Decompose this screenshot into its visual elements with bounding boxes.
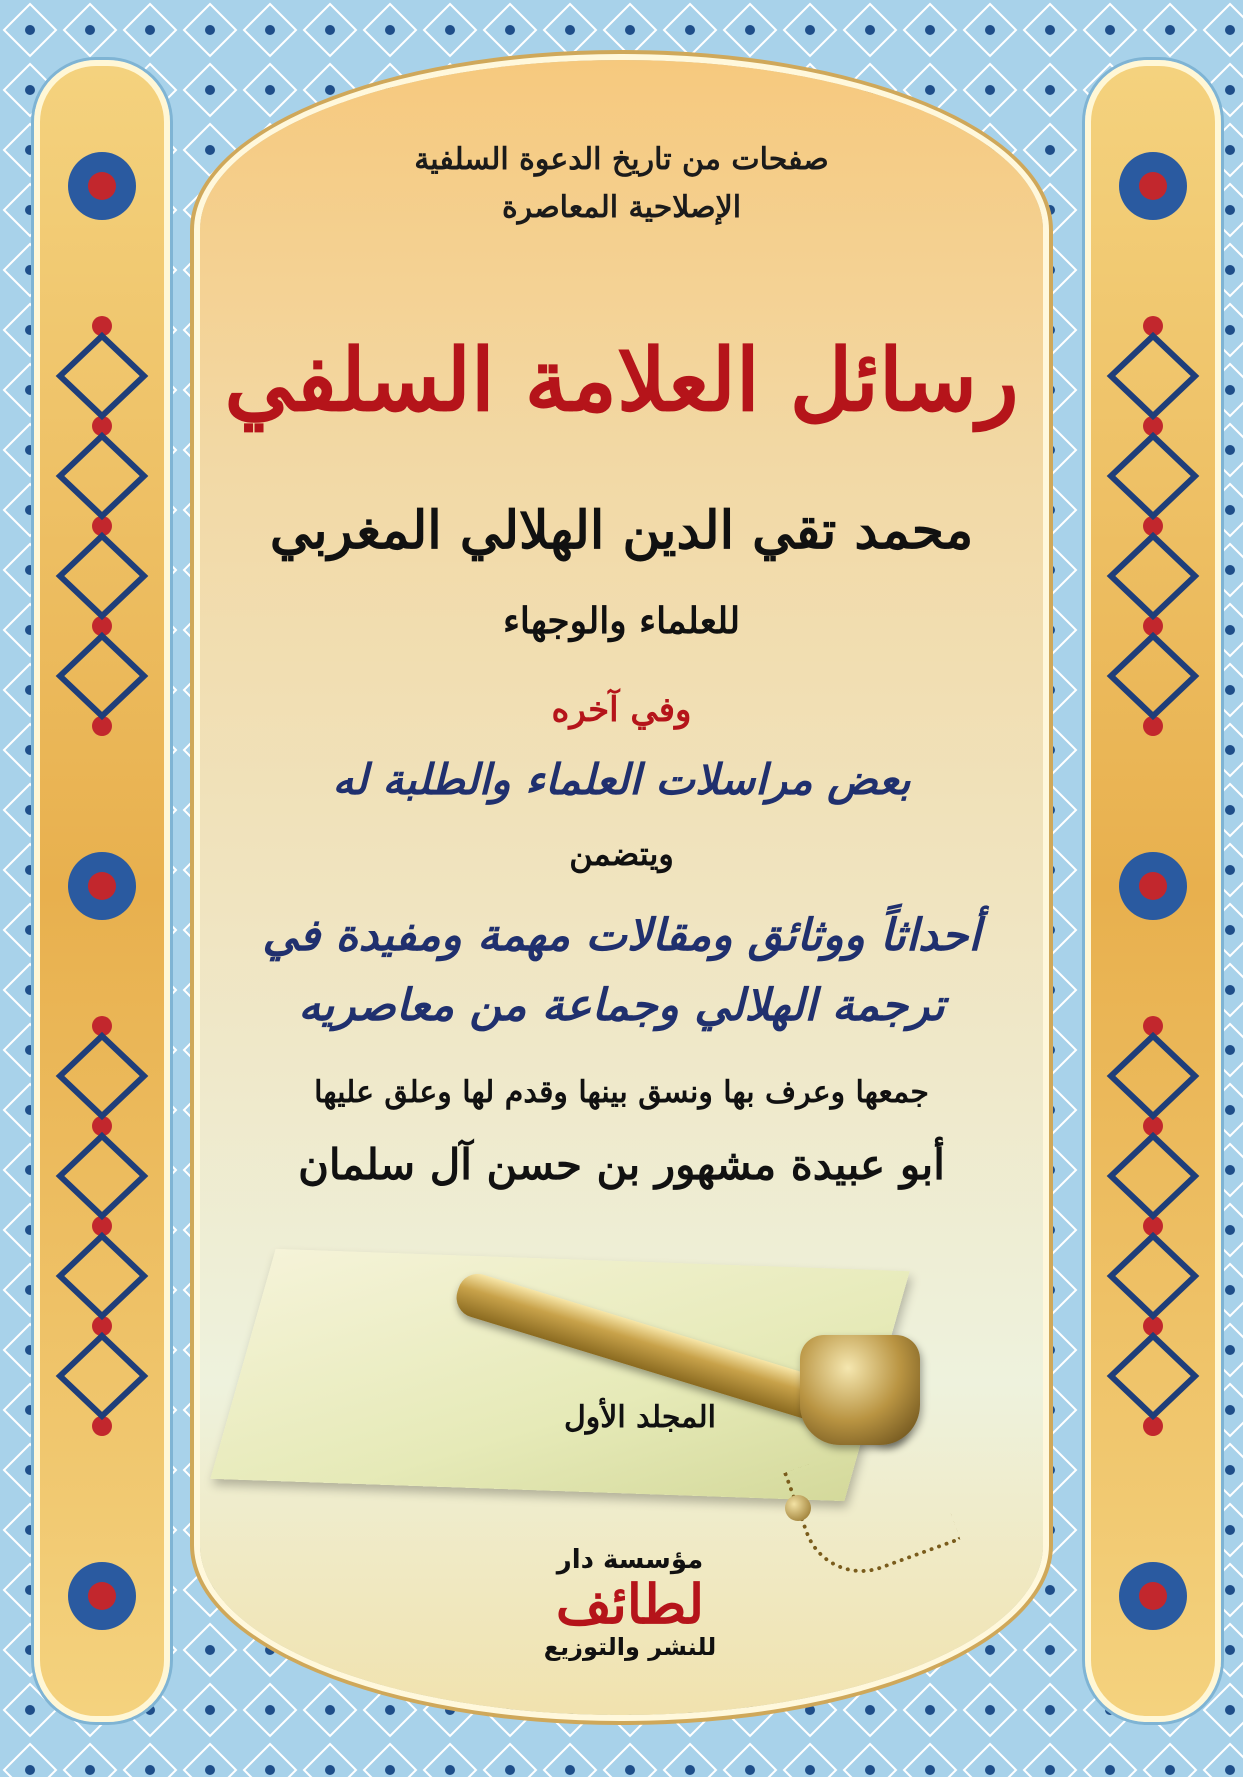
chain-pendant-image (785, 1495, 811, 1521)
series-subtitle-line2: الإصلاحية المعاصرة (501, 190, 742, 225)
appendix-description: بعض مراسلات العلماء والطلبة له (332, 755, 911, 804)
volume-label: المجلد الأول (563, 1400, 717, 1435)
left-ornament-strip (34, 60, 170, 1722)
contains-intro: ويتضمن (569, 835, 674, 873)
publisher-line3: للنشر والتوزيع (543, 1633, 717, 1661)
book-title: رسائل العلامة السلفي (224, 330, 1019, 431)
right-ornament-strip (1085, 60, 1221, 1722)
appendix-intro: وفي آخره (551, 690, 692, 730)
contents-line1: أحداثاً ووثائق ومقالات مهمة ومفيدة في (262, 910, 981, 961)
publisher-line1: مؤسسة دار (556, 1545, 704, 1575)
publisher-name: لطائف (555, 1572, 705, 1636)
author-name: محمد تقي الدين الهلالي المغربي (269, 500, 974, 561)
editor-name: أبو عبيدة مشهور بن حسن آل سلمان (298, 1140, 945, 1189)
recipients-line: للعلماء والوجهاء (502, 600, 741, 642)
contents-line2: ترجمة الهلالي وجماعة من معاصريه (298, 980, 945, 1031)
publisher-logo (500, 1545, 760, 1661)
inkwell-image (800, 1335, 920, 1445)
series-subtitle-line1: صفحات من تاريخ الدعوة السلفية (414, 142, 829, 177)
compiled-by-intro: جمعها وعرف بها ونسق بينها وقدم لها وعلق عليها (314, 1075, 929, 1110)
